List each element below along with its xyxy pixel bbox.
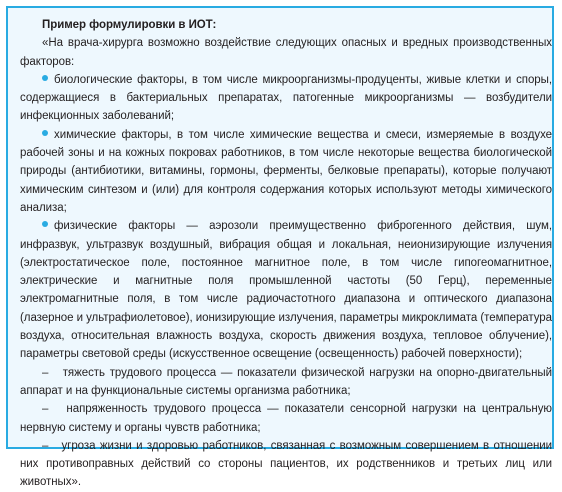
list-item-text: тяжесть трудового процесса — показатели физической нагрузки на опорно-двигательный аппарат и на функциональные системы организма работника; <box>20 366 552 397</box>
dash-marker: – <box>42 403 49 416</box>
list-item-text: физические факторы — аэрозоли преимущественно фиброгенного действия, шум, инфразвук, ультразвук воздушный, вибрация общая и локальная, неионизирующие излучения (электростатическое поле, постоянное магнитное поле, в том числе гипогеомагнитное, электрические и магнитные поля промышленной частоты (50 Герц), переменные электромагнитные поля, в том числе радиочастотного диапазона и оптического диапазона (лазерное и ультрафиолетовое), ионизирующие излучения, параметры микроклимата (температура воздуха, относительная влажность воздуха, скорость движения воздуха, тепловое облучение), параметры световой среды (искусственное освещение (освещенность) рабочей поверхности); <box>20 220 552 361</box>
list-item-severity <box>20 364 552 401</box>
bullet-icon <box>42 75 48 81</box>
list-item-text: напряженность трудового процесса — показатели сенсорной нагрузки на центральную нервную систему и органы чувств работника; <box>20 403 552 434</box>
example-title: Пример формулировки в ИОТ: <box>42 19 217 31</box>
bullet-icon <box>42 130 48 136</box>
list-item-biological <box>20 71 552 126</box>
dash-marker: – <box>42 366 49 379</box>
list-item-text: угроза жизни и здоровью работников, связанная с возможным совершением в отношении них противоправных действий со стороны пациентов, их родственников и третьих лиц или животных». <box>20 439 553 489</box>
example-content <box>20 16 552 492</box>
list-item-threat <box>20 437 552 492</box>
example-box <box>6 6 554 489</box>
list-item-intensity <box>20 400 552 437</box>
list-item-text: химические факторы, в том числе химические вещества и смеси, измеряемые в воздухе рабочей зоны и на кожных покровах работников, в том числе некоторые вещества биологической природы (антибиотики, витамины, гормоны, ферменты, белковые препараты), которые получают химическим синтезом и (или) для контроля содержания которых используют методы химического анализа; <box>20 128 552 214</box>
list-item-physical <box>20 217 552 363</box>
list-item-text: биологические факторы, в том числе микроорганизмы-продуценты, живые клетки и споры, содержащиеся в бактериальных препаратах, патогенные микроорганизмы — возбудители инфекционных заболеваний; <box>20 73 552 123</box>
dash-marker: – <box>42 439 49 452</box>
bullet-icon <box>42 221 48 227</box>
list-item-chemical <box>20 126 552 217</box>
intro-paragraph: «На врача-хирурга возможно воздействие следующих опасных и вредных производственных факторов: <box>20 37 552 68</box>
